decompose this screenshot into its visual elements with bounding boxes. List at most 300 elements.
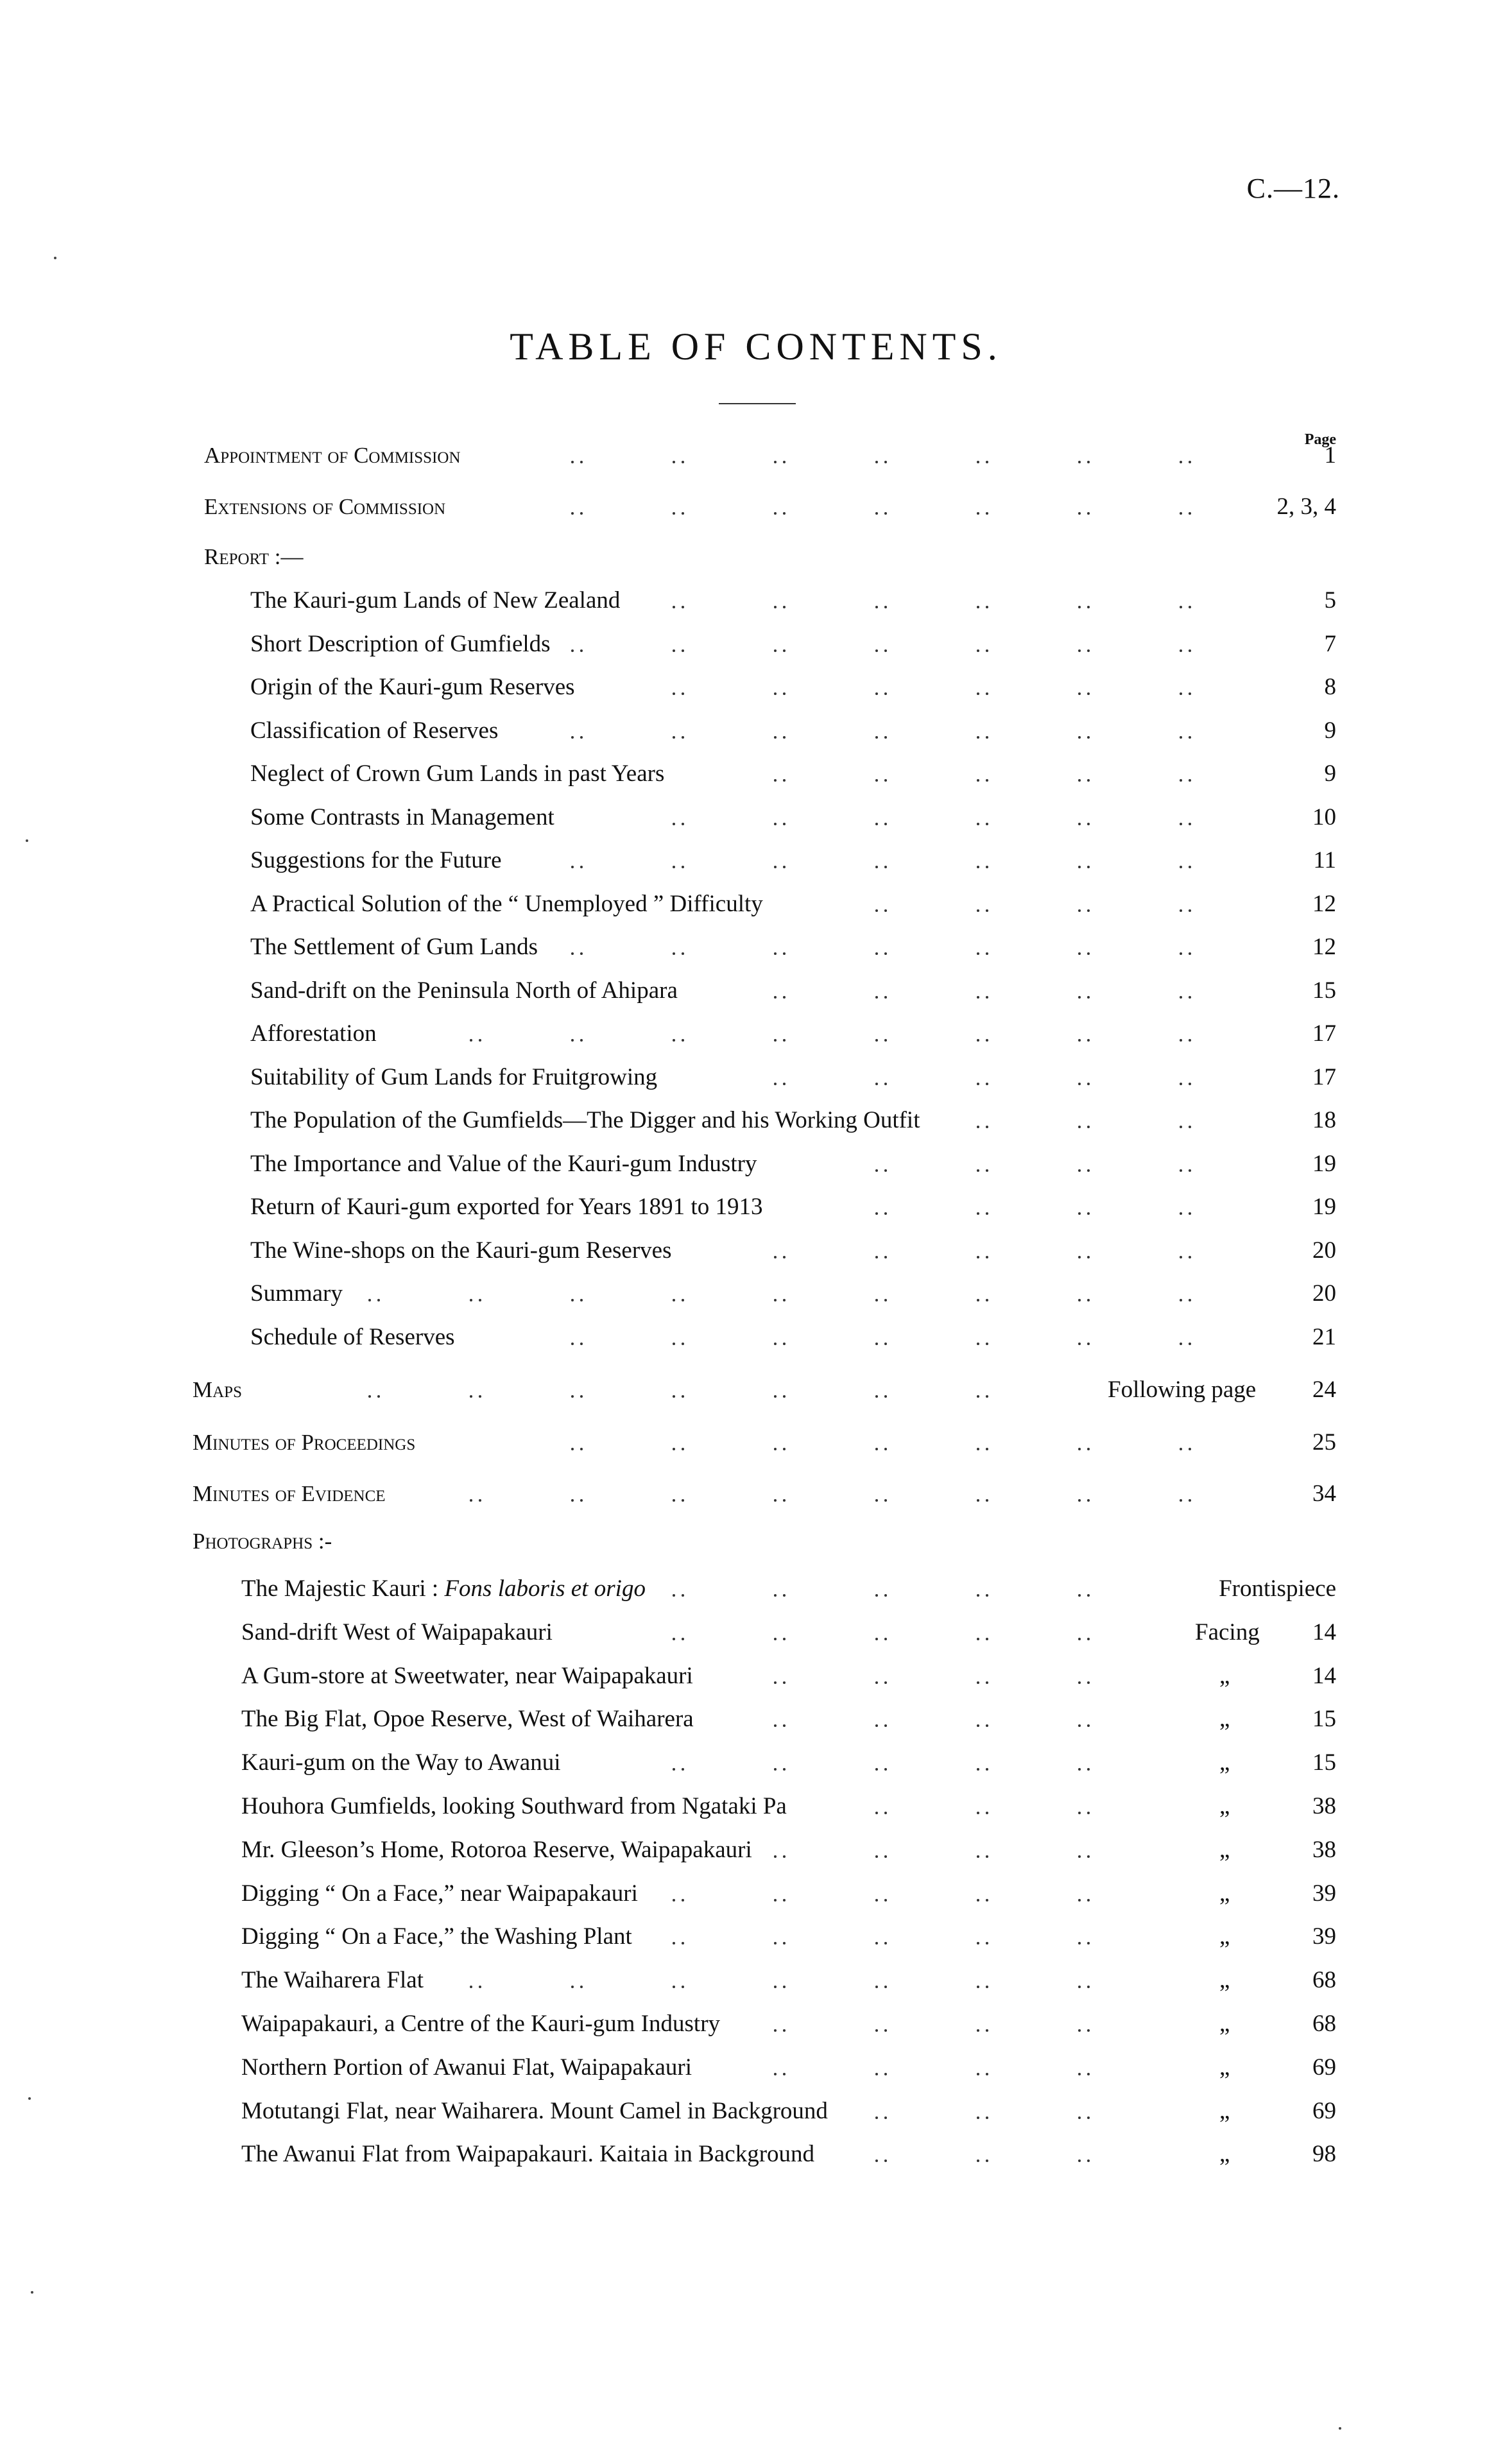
leader-dot	[1078, 1299, 1081, 1301]
toc-photo-entry	[0, 2135, 1512, 2174]
toc-entry-label: Return of Kauri-gum exported for Years 1891 to 1913	[250, 1194, 763, 1220]
leader-dot	[986, 1169, 988, 1172]
photo-caption: Mr. Gleeson’s Home, Rotoroa Reserve, Waipapakauri	[241, 1837, 752, 1863]
leader-dot	[1189, 606, 1191, 608]
toc-note: „	[1219, 1837, 1230, 1863]
leader-dot	[682, 1899, 684, 1901]
toc-photo-entry	[0, 1613, 1512, 1652]
leader-dot	[682, 736, 684, 739]
leader-dot	[1087, 736, 1090, 739]
leader-dot	[580, 649, 583, 652]
leader-dot	[977, 1855, 979, 1858]
toc-page-number: 21	[1312, 1324, 1336, 1350]
leader-dot	[1189, 1039, 1191, 1042]
leader-dot	[977, 692, 979, 695]
leader-dot	[1078, 909, 1081, 912]
leader-dot	[884, 1855, 887, 1858]
leader-dot	[1087, 952, 1090, 955]
photo-caption: Houhora Gumfields, looking Southward from Ngataki Pa	[241, 1793, 787, 1819]
leader-dot	[884, 1942, 887, 1944]
leader-dot	[875, 606, 878, 608]
leader-dot	[986, 1039, 988, 1042]
leader-dot	[875, 1256, 878, 1258]
toc-photo-entry	[0, 2092, 1512, 2131]
leader-dot	[977, 779, 979, 782]
leader-dot	[1087, 823, 1090, 825]
leader-dot	[673, 866, 675, 868]
leader-dot	[783, 1083, 786, 1085]
toc-entry-label	[241, 1831, 752, 1869]
leader-dot	[977, 2073, 979, 2075]
dot-leader	[0, 625, 1284, 664]
leader-dot	[783, 2029, 786, 2032]
leader-dot	[1087, 1499, 1090, 1502]
leader-dot	[1189, 1083, 1191, 1085]
page-title: TABLE OF CONTENTS.	[510, 325, 1002, 368]
leader-dot	[884, 1169, 887, 1172]
dot-leader	[0, 581, 1284, 620]
toc-heading-report	[0, 538, 1512, 576]
leader-dot	[875, 866, 878, 868]
photo-caption: Kauri-gum on the Way to Awanui	[241, 1749, 561, 1776]
leader-dot	[1078, 1212, 1081, 1215]
toc-entry-label: The Settlement of Gum Lands	[250, 934, 538, 960]
leader-dot	[1180, 1169, 1182, 1172]
leader-dot	[673, 1899, 675, 1901]
toc-entry-label	[241, 2135, 814, 2174]
leader-dot	[1078, 1126, 1081, 1128]
leader-dot	[470, 1986, 472, 1988]
leader-dot	[783, 779, 786, 782]
toc-page-number: 17	[1312, 1064, 1336, 1090]
leader-dot	[571, 1299, 574, 1301]
leader-dot	[783, 649, 786, 652]
leader-dot	[986, 952, 988, 955]
dot-leader	[0, 1961, 1284, 2000]
toc-note: „	[1219, 1749, 1230, 1776]
leader-dot	[875, 1724, 878, 1727]
leader-dot	[875, 1638, 878, 1640]
leader-dot	[884, 461, 887, 463]
leader-dot	[1087, 779, 1090, 782]
toc-entry-label	[241, 1961, 424, 2000]
scan-speck	[26, 839, 28, 842]
leader-dot	[1087, 2159, 1090, 2162]
toc-page-number: 15	[1312, 1749, 1336, 1776]
leader-dot	[571, 512, 574, 515]
leader-dot	[1078, 736, 1081, 739]
leader-dot	[977, 996, 979, 999]
leader-dot	[673, 606, 675, 608]
toc-photo-entry	[0, 1961, 1512, 2000]
leader-dot	[774, 1083, 777, 1085]
leader-dot	[673, 1986, 675, 1988]
leader-dot	[673, 512, 675, 515]
leader-dot	[986, 2159, 988, 2162]
leader-dot	[673, 1039, 675, 1042]
leader-dot	[1189, 461, 1191, 463]
toc-photo-entry	[0, 2048, 1512, 2087]
leader-dot	[977, 909, 979, 912]
leader-dot	[783, 1395, 786, 1398]
toc-subentry	[0, 581, 1512, 620]
toc-subentry	[0, 885, 1512, 923]
toc-page-number: 18	[1312, 1107, 1336, 1133]
leader-dot	[977, 1681, 979, 1684]
leader-dot	[986, 649, 988, 652]
leader-dot	[368, 1395, 371, 1398]
leader-dot	[1189, 1448, 1191, 1450]
toc-page-number: 38	[1312, 1793, 1336, 1819]
leader-dot	[673, 952, 675, 955]
leader-dot	[884, 1812, 887, 1814]
leader-dot	[774, 1499, 777, 1502]
leader-dot	[774, 1448, 777, 1450]
dot-leader	[0, 1875, 1284, 1913]
leader-dot	[1180, 1343, 1182, 1345]
leader-dot	[580, 1448, 583, 1450]
toc-entry-label: The Wine-shops on the Kauri-gum Reserves	[250, 1237, 672, 1264]
leader-dot	[986, 996, 988, 999]
leader-dot	[986, 866, 988, 868]
leader-dot	[774, 1942, 777, 1944]
toc-subentry	[0, 1101, 1512, 1140]
toc-note: „	[1219, 1663, 1230, 1689]
leader-dot	[1078, 692, 1081, 695]
photo-caption-italic: Fons laboris et origo	[444, 1575, 646, 1602]
leader-dot	[875, 1169, 878, 1172]
photo-caption: Northern Portion of Awanui Flat, Waipapakauri	[241, 2054, 692, 2081]
leader-dot	[1189, 649, 1191, 652]
leader-dot	[977, 649, 979, 652]
leader-dot	[682, 952, 684, 955]
leader-dot	[580, 1499, 583, 1502]
dot-leader	[0, 488, 1284, 526]
leader-dot	[875, 1299, 878, 1301]
toc-entry-label: Suitability of Gum Lands for Fruitgrowing	[250, 1064, 658, 1090]
dot-leader	[0, 1318, 1284, 1357]
leader-dot	[977, 1899, 979, 1901]
toc-page-number: 98	[1312, 2141, 1336, 2167]
leader-dot	[875, 1594, 878, 1597]
leader-dot	[884, 692, 887, 695]
leader-dot	[986, 1395, 988, 1398]
leader-dot	[1087, 1812, 1090, 1814]
dot-leader	[0, 1275, 1284, 1313]
leader-dot	[1078, 1169, 1081, 1172]
leader-dot	[884, 866, 887, 868]
leader-dot	[673, 1594, 675, 1597]
leader-dot	[1189, 1212, 1191, 1215]
leader-dot	[884, 1499, 887, 1502]
leader-dot	[1180, 512, 1182, 515]
leader-dot	[884, 823, 887, 825]
leader-dot	[884, 779, 887, 782]
leader-dot	[977, 1083, 979, 1085]
dot-leader	[0, 1918, 1284, 1956]
photo-caption: The Awanui Flat from Waipapakauri. Kaitaia in Background	[241, 2141, 815, 2167]
leader-dot	[673, 1768, 675, 1771]
toc-note: „	[1219, 2011, 1230, 2037]
leader-dot	[1087, 1768, 1090, 1771]
leader-dot	[1087, 1681, 1090, 1684]
toc-entry-label: Summary	[250, 1280, 343, 1307]
leader-dot	[884, 1681, 887, 1684]
leader-dot	[580, 866, 583, 868]
toc-entry-maps	[0, 1371, 1512, 1409]
leader-dot	[470, 1039, 472, 1042]
leader-dot	[986, 512, 988, 515]
leader-dot	[986, 1448, 988, 1450]
toc-entry-label: Short Description of Gumfields	[250, 631, 551, 657]
leader-dot	[1078, 461, 1081, 463]
toc-entry-label: Origin of the Kauri-gum Reserves	[250, 674, 575, 700]
toc-page-number: 39	[1312, 1880, 1336, 1907]
dot-leader	[0, 1744, 1284, 1782]
toc-entry-label: Sand-drift on the Peninsula North of Ahipara	[250, 977, 678, 1004]
leader-dot	[977, 2116, 979, 2119]
leader-dot	[774, 866, 777, 868]
leader-dot	[977, 1169, 979, 1172]
leader-dot	[875, 1986, 878, 1988]
leader-dot	[977, 1343, 979, 1345]
leader-dot	[1078, 823, 1081, 825]
toc-entry-label: The Population of the Gumfields—The Digger and his Working Outfit	[250, 1107, 920, 1133]
leader-dot	[986, 736, 988, 739]
toc-photo-entry	[0, 1918, 1512, 1956]
leader-dot	[1189, 512, 1191, 515]
leader-dot	[1078, 1899, 1081, 1901]
leader-dot	[1078, 1594, 1081, 1597]
leader-dot	[986, 1855, 988, 1858]
leader-dot	[682, 1768, 684, 1771]
toc-page-number: 69	[1312, 2054, 1336, 2081]
leader-dot	[470, 1395, 472, 1398]
leader-dot	[783, 1448, 786, 1450]
leader-dot	[884, 1448, 887, 1450]
leader-dot	[1087, 512, 1090, 515]
leader-dot	[977, 1724, 979, 1727]
leader-dot	[673, 1395, 675, 1398]
leader-dot	[479, 1395, 481, 1398]
toc-heading-photographs	[0, 1522, 1512, 1561]
leader-dot	[1087, 1594, 1090, 1597]
toc-page-number: 12	[1312, 891, 1336, 917]
leader-dot	[470, 1499, 472, 1502]
leader-dot	[1078, 1812, 1081, 1814]
leader-dot	[977, 1212, 979, 1215]
leader-dot	[783, 2073, 786, 2075]
leader-dot	[1078, 996, 1081, 999]
toc-page-number: Frontispiece	[1219, 1575, 1336, 1602]
leader-dot	[673, 823, 675, 825]
leader-dot	[783, 1343, 786, 1345]
leader-dot	[884, 2159, 887, 2162]
leader-dot	[1180, 1083, 1182, 1085]
leader-dot	[1078, 1083, 1081, 1085]
leader-dot	[571, 1986, 574, 1988]
toc-entry-label: Extensions of Commission	[204, 494, 446, 519]
leader-dot	[1087, 1343, 1090, 1345]
leader-dot	[774, 1768, 777, 1771]
leader-dot	[682, 692, 684, 695]
leader-dot	[986, 2116, 988, 2119]
leader-dot	[1087, 1083, 1090, 1085]
leader-dot	[1180, 996, 1182, 999]
leader-dot	[1189, 779, 1191, 782]
toc-entry-label: Suggestions for the Future	[250, 847, 502, 873]
leader-dot	[774, 1986, 777, 1988]
leader-dot	[1180, 1448, 1182, 1450]
leader-dot	[783, 1039, 786, 1042]
leader-dot	[977, 1986, 979, 1988]
leader-dot	[479, 1299, 481, 1301]
toc-entry-label: Minutes of Evidence	[193, 1481, 386, 1506]
photo-caption: Sand-drift West of Waipapakauri	[241, 1619, 553, 1645]
dot-leader	[0, 712, 1284, 750]
toc-page-number: 17	[1312, 1020, 1336, 1047]
leader-dot	[1087, 1855, 1090, 1858]
leader-dot	[1087, 996, 1090, 999]
leader-dot	[986, 1499, 988, 1502]
toc-photo-entry	[0, 1875, 1512, 1913]
leader-dot	[673, 1299, 675, 1301]
leader-dot	[977, 1638, 979, 1640]
leader-dot	[1078, 866, 1081, 868]
leader-dot	[875, 1768, 878, 1771]
leader-dot	[774, 2073, 777, 2075]
leader-dot	[977, 952, 979, 955]
leader-dot	[682, 1395, 684, 1398]
leader-dot	[1087, 1448, 1090, 1450]
leader-dot	[1078, 1638, 1081, 1640]
leader-dot	[884, 1256, 887, 1258]
leader-dot	[1189, 1126, 1191, 1128]
leader-dot	[977, 866, 979, 868]
toc-page-number: 10	[1312, 804, 1336, 830]
leader-dot	[1078, 1499, 1081, 1502]
leader-dot	[682, 866, 684, 868]
leader-dot	[673, 736, 675, 739]
leader-dot	[1189, 1256, 1191, 1258]
leader-dot	[1189, 1169, 1191, 1172]
leader-dot	[875, 909, 878, 912]
toc-note: „	[1219, 1923, 1230, 1950]
toc-entry-label	[241, 1613, 553, 1652]
leader-dot	[1078, 1855, 1081, 1858]
toc-page-number: 11	[1313, 847, 1336, 873]
leader-dot	[571, 1343, 574, 1345]
toc-page-number: 5	[1324, 587, 1336, 614]
toc-entry-label	[241, 1918, 632, 1956]
leader-dot	[774, 692, 777, 695]
leader-dot	[977, 1256, 979, 1258]
leader-dot	[884, 909, 887, 912]
leader-dot	[884, 736, 887, 739]
leader-dot	[673, 1499, 675, 1502]
leader-dot	[977, 512, 979, 515]
toc-note: „	[1219, 2098, 1230, 2124]
toc-entry-label	[241, 1744, 561, 1782]
leader-dot	[875, 823, 878, 825]
leader-dot	[682, 1299, 684, 1301]
toc-entry-minutes-evidence	[0, 1475, 1512, 1513]
leader-dot	[682, 649, 684, 652]
toc-page-number: 14	[1312, 1663, 1336, 1689]
toc-page-number: 2, 3, 4	[1276, 494, 1336, 520]
leader-dot	[783, 996, 786, 999]
leader-dot	[1078, 1039, 1081, 1042]
toc-photo-entry	[0, 1657, 1512, 1695]
leader-dot	[1078, 649, 1081, 652]
toc-page-number: 12	[1312, 934, 1336, 960]
toc-page-number: 9	[1324, 760, 1336, 787]
leader-dot	[783, 461, 786, 463]
leader-dot	[884, 1768, 887, 1771]
toc-note: „	[1219, 1706, 1230, 1732]
leader-dot	[682, 1594, 684, 1597]
leader-dot	[783, 1681, 786, 1684]
leader-dot	[580, 1039, 583, 1042]
toc-entry-label	[241, 2048, 692, 2087]
leader-dot	[682, 606, 684, 608]
leader-dot	[783, 1899, 786, 1901]
leader-dot	[977, 606, 979, 608]
leader-dot	[774, 996, 777, 999]
leader-dot	[580, 512, 583, 515]
leader-dot	[986, 461, 988, 463]
leader-dot	[1078, 1256, 1081, 1258]
toc-entry-extensions	[0, 488, 1512, 526]
scan-speck	[1339, 2427, 1341, 2430]
leader-dot	[1078, 1942, 1081, 1944]
leader-dot	[774, 1899, 777, 1901]
leader-dot	[977, 1594, 979, 1597]
toc-subentry	[0, 1188, 1512, 1226]
photo-caption: The Big Flat, Opoe Reserve, West of Waiharera	[241, 1706, 694, 1732]
leader-dot	[1087, 2029, 1090, 2032]
toc-photo-entry	[0, 2005, 1512, 2043]
leader-dot	[1189, 1299, 1191, 1301]
toc-photo-entry	[0, 1831, 1512, 1869]
leader-dot	[875, 736, 878, 739]
leader-dot	[1180, 1039, 1182, 1042]
leader-dot	[977, 1812, 979, 1814]
leader-dot	[783, 823, 786, 825]
leader-dot	[774, 2029, 777, 2032]
leader-dot	[884, 2073, 887, 2075]
leader-dot	[986, 2029, 988, 2032]
leader-dot	[1180, 649, 1182, 652]
toc-entry-label: Minutes of Proceedings	[193, 1430, 416, 1455]
leader-dot	[1180, 909, 1182, 912]
toc-subentry	[0, 928, 1512, 966]
leader-dot	[774, 1724, 777, 1727]
toc-page-number: 38	[1312, 1837, 1336, 1863]
toc-page-number: 68	[1312, 1967, 1336, 1993]
leader-dot	[1087, 649, 1090, 652]
leader-dot	[875, 1812, 878, 1814]
leader-dot	[884, 1899, 887, 1901]
leader-dot	[580, 1395, 583, 1398]
leader-dot	[986, 692, 988, 695]
leader-dot	[884, 1039, 887, 1042]
toc-note: „	[1219, 2054, 1230, 2081]
leader-dot	[783, 1942, 786, 1944]
leader-dot	[783, 1855, 786, 1858]
leader-dot	[783, 1724, 786, 1727]
leader-dot	[986, 2073, 988, 2075]
